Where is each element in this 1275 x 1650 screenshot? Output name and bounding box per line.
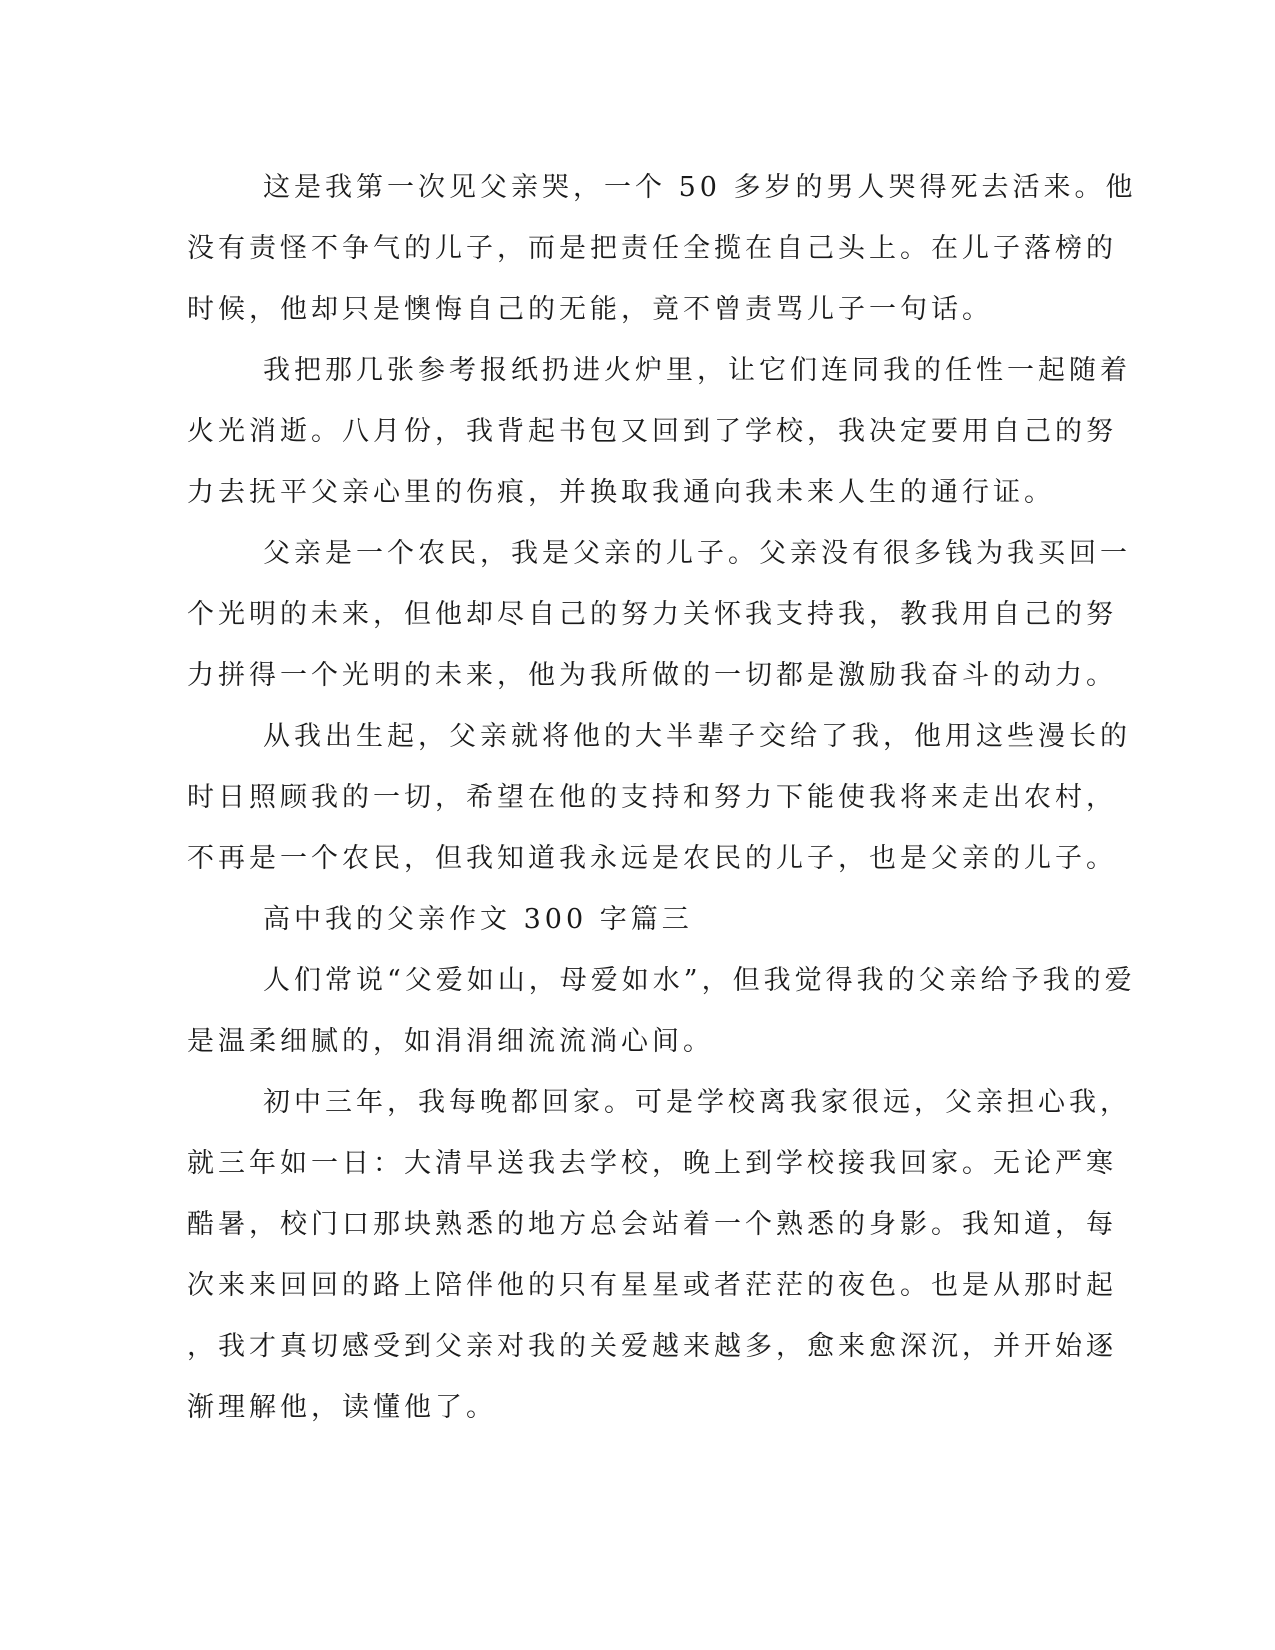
text-line: 这是我第一次见父亲哭，一个 50 多岁的男人哭得死去活来。他: [263, 172, 1137, 203]
paragraph: [187, 523, 1131, 706]
text-line: 渐理解他，读懂他了。: [187, 1392, 497, 1423]
text-line: 从我出生起，父亲就将他的大半辈子交给了我，他用这些漫长的: [263, 721, 1131, 752]
text-line: ，我才真切感受到父亲对我的关爱越来越多，愈来愈深沉，并开始逐: [187, 1331, 1117, 1362]
text-line: 初中三年，我每晚都回家。可是学校离我家很远，父亲担心我，: [263, 1087, 1131, 1118]
text-line: 力拼得一个光明的未来，他为我所做的一切都是激励我奋斗的动力。: [187, 660, 1117, 691]
text-line: 人们常说“父爱如山，母爱如水”，但我觉得我的父亲给予我的爱: [263, 965, 1136, 996]
text-line: 个光明的未来，但他却尽自己的努力关怀我支持我，教我用自己的努: [187, 599, 1117, 630]
text-line: 是温柔细腻的，如涓涓细流流淌心间。: [187, 1026, 714, 1057]
text-line: 我把那几张参考报纸扔进火炉里，让它们连同我的任性一起随着: [263, 355, 1131, 386]
text-line: 没有责怪不争气的儿子，而是把责任全揽在自己头上。在儿子落榜的: [187, 233, 1117, 264]
paragraph: [187, 950, 1136, 1072]
text-line: 力去抚平父亲心里的伤痕，并换取我通向我未来人生的通行证。: [187, 477, 1055, 508]
text-line: 时日照顾我的一切，希望在他的支持和努力下能使我将来走出农村，: [187, 782, 1117, 813]
heading-line: 高中我的父亲作文 300 字篇三: [263, 904, 693, 935]
text-line: 时候，他却只是懊悔自己的无能，竟不曾责骂儿子一句话。: [187, 294, 993, 325]
text-line: 火光消逝。八月份，我背起书包又回到了学校，我决定要用自己的努: [187, 416, 1117, 447]
section-heading: [187, 889, 1067, 950]
text-line: 父亲是一个农民，我是父亲的儿子。父亲没有很多钱为我买回一: [263, 538, 1131, 569]
paragraph: [187, 1072, 1131, 1438]
document-body: [187, 157, 1137, 1438]
text-line: 不再是一个农民，但我知道我永远是农民的儿子，也是父亲的儿子。: [187, 843, 1117, 874]
paragraph: [187, 157, 1137, 340]
paragraph: [187, 340, 1131, 523]
text-line: 酷暑，校门口那块熟悉的地方总会站着一个熟悉的身影。我知道，每: [187, 1209, 1117, 1240]
paragraph: [187, 706, 1131, 889]
text-line: 就三年如一日：大清早送我去学校，晚上到学校接我回家。无论严寒: [187, 1148, 1117, 1179]
text-line: 次来来回回的路上陪伴他的只有星星或者茫茫的夜色。也是从那时起: [187, 1270, 1117, 1301]
